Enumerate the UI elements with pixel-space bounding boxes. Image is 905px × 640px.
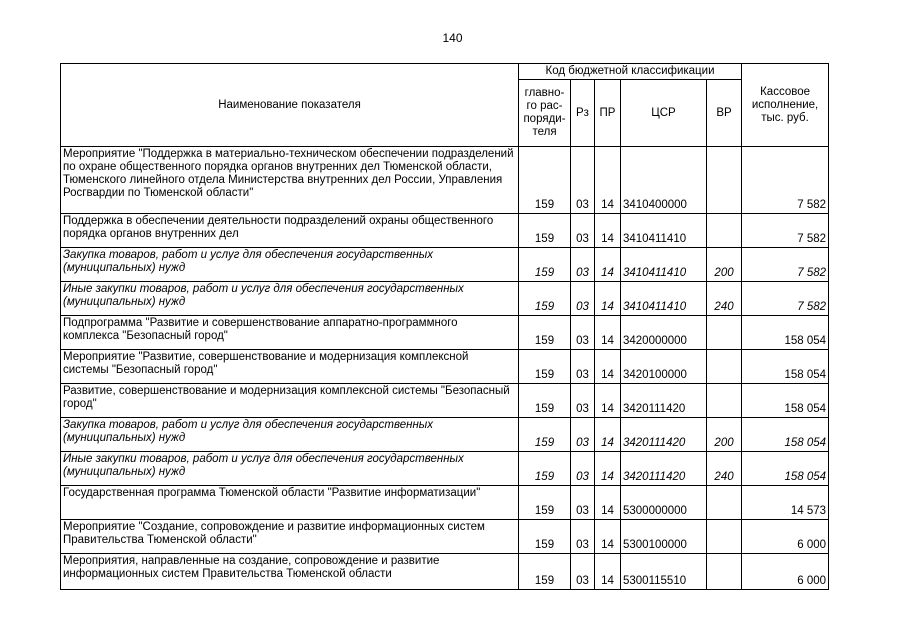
row-glava: 159: [519, 554, 571, 590]
row-vr: 240: [707, 282, 742, 316]
row-csr: 3420111420: [621, 418, 707, 452]
row-pr: 14: [595, 554, 621, 590]
row-vr: [707, 554, 742, 590]
row-csr: 3410400000: [621, 147, 707, 214]
row-rz: 03: [571, 418, 595, 452]
row-pr: 14: [595, 452, 621, 486]
row-pr: 14: [595, 282, 621, 316]
row-amount: 7 582: [742, 282, 829, 316]
row-name: Мероприятия, направленные на создание, сопровождение и развитие информационных систем Правительства Тюменской области: [61, 554, 519, 590]
row-vr: [707, 214, 742, 248]
row-vr: [707, 350, 742, 384]
row-pr: 14: [595, 486, 621, 520]
row-rz: 03: [571, 147, 595, 214]
row-glava: 159: [519, 452, 571, 486]
row-amount: 158 054: [742, 316, 829, 350]
row-amount: 158 054: [742, 418, 829, 452]
row-name: Иные закупки товаров, работ и услуг для обеспечения государственных (муниципальных) нужд: [61, 282, 519, 316]
row-rz: 03: [571, 384, 595, 418]
row-name: Закупка товаров, работ и услуг для обеспечения государственных (муниципальных) нужд: [61, 248, 519, 282]
row-pr: 14: [595, 248, 621, 282]
row-glava: 159: [519, 486, 571, 520]
header-pr: ПР: [595, 80, 621, 147]
table-row: [61, 350, 829, 384]
table-body: [61, 147, 829, 590]
table-row: [61, 520, 829, 554]
page-number: 140: [442, 31, 463, 45]
row-csr: 3420000000: [621, 316, 707, 350]
budget-table: [60, 63, 829, 590]
header-vr: ВР: [707, 80, 742, 147]
row-rz: 03: [571, 282, 595, 316]
table-row: [61, 452, 829, 486]
row-vr: 240: [707, 452, 742, 486]
row-pr: 14: [595, 316, 621, 350]
row-name: Мероприятие "Развитие, совершенствование и модернизация комплексной системы "Безопасный город": [61, 350, 519, 384]
row-vr: [707, 316, 742, 350]
row-glava: 159: [519, 316, 571, 350]
row-amount: 7 582: [742, 248, 829, 282]
row-name: Подпрограмма "Развитие и совершенствование аппаратно-программного комплекса "Безопасный город": [61, 316, 519, 350]
row-rz: 03: [571, 316, 595, 350]
row-csr: 3410411410: [621, 248, 707, 282]
row-glava: 159: [519, 282, 571, 316]
row-csr: 5300115510: [621, 554, 707, 590]
header-amount: Кассовое исполнение, тыс. руб.: [742, 64, 829, 147]
row-amount: 158 054: [742, 350, 829, 384]
row-amount: 158 054: [742, 384, 829, 418]
row-name: Поддержка в обеспечении деятельности подразделений охраны общественного порядка органов внутренних дел: [61, 214, 519, 248]
row-vr: [707, 520, 742, 554]
table-row: [61, 486, 829, 520]
row-rz: 03: [571, 214, 595, 248]
row-glava: 159: [519, 248, 571, 282]
row-glava: 159: [519, 350, 571, 384]
row-name: Мероприятие "Создание, сопровождение и развитие информационных систем Правительства Тюменской области": [61, 520, 519, 554]
row-csr: 3420100000: [621, 350, 707, 384]
row-pr: 14: [595, 214, 621, 248]
row-csr: 5300000000: [621, 486, 707, 520]
header-csr: ЦСР: [621, 80, 707, 147]
table-row: [61, 418, 829, 452]
row-glava: 159: [519, 147, 571, 214]
table-row: [61, 316, 829, 350]
header-glava: главно-го рас-поряди-теля: [519, 80, 571, 147]
row-vr: [707, 486, 742, 520]
row-name: Закупка товаров, работ и услуг для обеспечения государственных (муниципальных) нужд: [61, 418, 519, 452]
table-row: [61, 554, 829, 590]
row-name: Иные закупки товаров, работ и услуг для обеспечения государственных (муниципальных) нужд: [61, 452, 519, 486]
row-amount: 6 000: [742, 520, 829, 554]
table-row: [61, 147, 829, 214]
row-csr: 3420111420: [621, 452, 707, 486]
row-glava: 159: [519, 520, 571, 554]
row-amount: 7 582: [742, 214, 829, 248]
row-pr: 14: [595, 350, 621, 384]
row-pr: 14: [595, 520, 621, 554]
row-pr: 14: [595, 147, 621, 214]
row-csr: 3410411410: [621, 214, 707, 248]
row-rz: 03: [571, 248, 595, 282]
row-rz: 03: [571, 452, 595, 486]
table-row: [61, 248, 829, 282]
row-csr: 3410411410: [621, 282, 707, 316]
row-glava: 159: [519, 214, 571, 248]
row-pr: 14: [595, 384, 621, 418]
row-pr: 14: [595, 418, 621, 452]
row-glava: 159: [519, 384, 571, 418]
row-amount: 158 054: [742, 452, 829, 486]
header-name: Наименование показателя: [61, 64, 519, 147]
table-row: [61, 384, 829, 418]
table-row: [61, 282, 829, 316]
row-vr: 200: [707, 248, 742, 282]
row-vr: 200: [707, 418, 742, 452]
row-vr: [707, 384, 742, 418]
row-csr: 3420111420: [621, 384, 707, 418]
row-glava: 159: [519, 418, 571, 452]
row-name: Развитие, совершенствование и модернизация комплексной системы "Безопасный город": [61, 384, 519, 418]
row-amount: 14 573: [742, 486, 829, 520]
row-rz: 03: [571, 554, 595, 590]
row-amount: 6 000: [742, 554, 829, 590]
table-row: [61, 214, 829, 248]
row-name: Мероприятие "Поддержка в материально-техническом обеспечении подразделений по охране общественного порядка органов внутренних дел Тюменской области, Тюменского линейного отдела Министерства внутренних дел России, Управления Росгвардии по Тюменской области": [61, 147, 519, 214]
row-rz: 03: [571, 520, 595, 554]
header-rz: Рз: [571, 80, 595, 147]
header-budget-classification: Код бюджетной классификации: [519, 64, 742, 80]
row-rz: 03: [571, 486, 595, 520]
row-rz: 03: [571, 350, 595, 384]
row-name: Государственная программа Тюменской области "Развитие информатизации": [61, 486, 519, 520]
row-vr: [707, 147, 742, 214]
row-csr: 5300100000: [621, 520, 707, 554]
row-amount: 7 582: [742, 147, 829, 214]
